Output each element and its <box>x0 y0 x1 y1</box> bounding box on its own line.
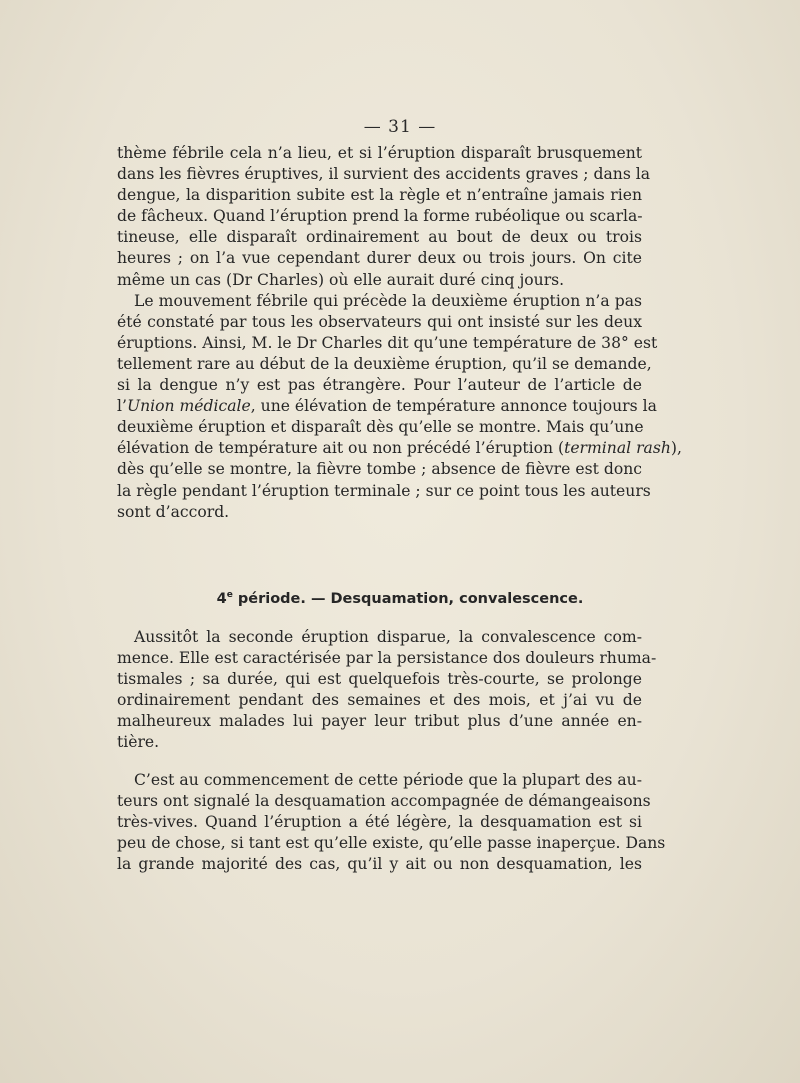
text-fragment: l’ <box>117 397 127 416</box>
italic-term: terminal rash <box>564 439 671 458</box>
text-fragment: ), <box>670 439 682 458</box>
text-line: ordinairement pendant des semaines et des mois, et j’ai vu de <box>117 691 642 710</box>
heading-number: 4 <box>216 590 227 607</box>
section-heading <box>0 590 800 607</box>
text-line: tellement rare au début de la deuxième éruption, qu’il se demande, <box>117 354 652 373</box>
text-line: malheureux malades lui payer leur tribut plus d’une année en- <box>117 712 642 731</box>
text-line: dengue, la disparition subite est la règle et n’entraîne jamais rien <box>117 186 642 205</box>
text-line: Le mouvement fébrile qui précède la deuxième éruption n’a pas <box>134 291 642 310</box>
text-line: peu de chose, si tant est qu’elle existe, qu’elle passe inaperçue. Dans <box>117 834 666 853</box>
text-line: mence. Elle est caractérisée par la persistance dos douleurs rhuma- <box>117 649 657 668</box>
text-fragment: , une élévation de température annonce toujours la <box>250 397 657 416</box>
text-line: été constaté par tous les observateurs qui ont insisté sur les deux <box>117 312 642 331</box>
text-line: la grande majorité des cas, qu’il y ait ou non desquamation, les <box>117 855 642 874</box>
text-line: tineuse, elle disparaît ordinairement au bout de deux ou trois <box>117 228 642 247</box>
page-number: — 31 — <box>363 117 437 137</box>
heading-text: période. — Desquamation, convalescence. <box>232 590 584 607</box>
paragraph-desquamation <box>117 770 666 875</box>
paragraph-continuation <box>117 143 682 523</box>
text-fragment: élévation de température ait ou non précédé l’éruption ( <box>117 439 565 458</box>
text-line: thème fébrile cela n’a lieu, et si l’éruption disparaît brusquement <box>117 144 642 162</box>
text-line: sont d’accord. <box>117 502 230 521</box>
text-line: C’est au commencement de cette période que la plupart des au- <box>134 771 642 789</box>
text-line: dès qu’elle se montre, la fièvre tombe ; absence de fièvre est donc <box>117 460 642 479</box>
text-line: tière. <box>117 733 160 752</box>
text-line: éruptions. Ainsi, M. le Dr Charles dit qu’une température de 38° est <box>117 333 658 352</box>
text-line: Aussitôt la seconde éruption disparue, la convalescence com- <box>134 628 642 646</box>
text-line: la règle pendant l’éruption terminale ; sur ce point tous les auteurs <box>117 481 651 500</box>
heading-ordinal: e <box>226 590 233 600</box>
text-line: si la dengue n’y est pas étrangère. Pour l’auteur de l’article de <box>117 376 642 395</box>
text-line: de fâcheux. Quand l’éruption prend la forme rubéolique ou scarla- <box>117 207 643 226</box>
paragraph-convalescence <box>117 627 657 754</box>
journal-title: Union médicale <box>126 397 251 416</box>
text-line: dans les fièvres éruptives, il survient des accidents graves ; dans la <box>117 165 651 184</box>
text-line: même un cas (Dr Charles) où elle aurait duré cinq jours. <box>117 270 565 289</box>
text-line: tismales ; sa durée, qui est quelquefois très-courte, se prolonge <box>117 670 642 689</box>
text-line: deuxième éruption et disparaît dès qu’elle se montre. Mais qu’une <box>117 418 644 437</box>
text-line-terminal-rash <box>117 438 682 459</box>
text-line: très-vives. Quand l’éruption a été légère, la desquamation est si <box>117 813 642 832</box>
text-line: heures ; on l’a vue cependant durer deux ou trois jours. On cite <box>117 249 642 268</box>
text-line: teurs ont signalé la desquamation accompagnée de démangeaisons <box>117 792 651 811</box>
text-line-union-medicale <box>117 396 657 417</box>
